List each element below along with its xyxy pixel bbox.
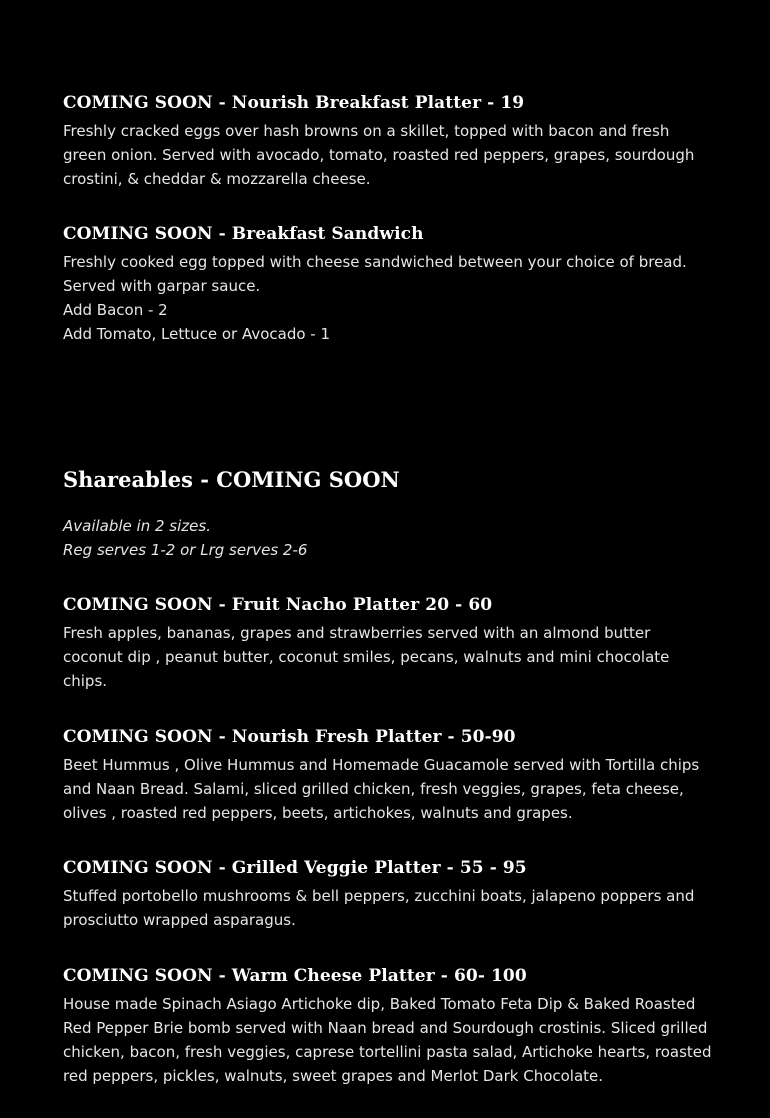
- description-line: Stuffed portobello mushrooms & bell peppers, zucchini boats, jalapeno poppers and prosciutto wrapped asparagus.: [63, 887, 695, 929]
- note-line: Available in 2 sizes.: [63, 517, 211, 535]
- menu-item-title: COMING SOON - Grilled Veggie Platter - 55 - 95: [63, 858, 527, 878]
- menu-item-nourish-fresh-platter: [63, 726, 713, 825]
- description-line: Add Tomato, Lettuce or Avocado - 1: [63, 325, 331, 343]
- description-line: Fresh apples, bananas, grapes and strawberries served with an almond butter coconut dip , peanut butter, coconut smiles, pecans, walnuts and mini chocolate chips.: [63, 624, 670, 690]
- menu-item-warm-cheese-platter: [63, 965, 713, 1088]
- menu-item-description: [63, 753, 713, 825]
- menu-item-description: [63, 119, 713, 191]
- note-line: Reg serves 1-2 or Lrg serves 2-6: [63, 541, 308, 559]
- description-line: Freshly cooked egg topped with cheese sandwiched between your choice of bread.: [63, 253, 687, 271]
- menu-item-description: [63, 884, 713, 932]
- description-line: Add Bacon - 2: [63, 301, 168, 319]
- menu-item-description: [63, 621, 713, 693]
- description-line: Served with garpar sauce.: [63, 277, 261, 295]
- description-line: Freshly cracked eggs over hash browns on a skillet, topped with bacon and fresh green onion. Served with avocado, tomato, roasted red peppers, grapes, sourdough crostini, & cheddar & mozzarella cheese.: [63, 122, 695, 188]
- description-line: House made Spinach Asiago Artichoke dip, Baked Tomato Feta Dip & Baked Roasted Red Pepper Brie bomb served with Naan bread and Sourdough crostinis. Sliced grilled chicken, bacon, fresh veggies, caprese tortellini pasta salad, Artichoke hearts, roasted red peppers, pickles, walnuts, sweet grapes and Merlot Dark Chocolate.: [63, 995, 712, 1085]
- section-note: [63, 514, 307, 562]
- menu-item-description: [63, 250, 713, 346]
- menu-item-title: COMING SOON - Breakfast Sandwich: [63, 224, 424, 244]
- menu-item-description: [63, 992, 713, 1088]
- menu-item-breakfast-sandwich: [63, 223, 713, 346]
- menu-item-title: COMING SOON - Fruit Nacho Platter 20 - 60: [63, 595, 493, 615]
- menu-item-nourish-breakfast-platter: [63, 92, 713, 191]
- menu-item-grilled-veggie-platter: [63, 857, 713, 932]
- section-title-shareables: Shareables - COMING SOON: [63, 467, 400, 492]
- menu-item-title: COMING SOON - Warm Cheese Platter - 60- 100: [63, 966, 527, 986]
- description-line: Beet Hummus , Olive Hummus and Homemade Guacamole served with Tortilla chips and Naan Bread. Salami, sliced grilled chicken, fresh veggies, grapes, feta cheese, olives , roasted red peppers, beets, artichokes, walnuts and grapes.: [63, 756, 700, 822]
- menu-item-fruit-nacho-platter: [63, 594, 713, 693]
- menu-item-title: COMING SOON - Nourish Fresh Platter - 50-90: [63, 727, 516, 747]
- menu-item-title: COMING SOON - Nourish Breakfast Platter - 19: [63, 93, 525, 113]
